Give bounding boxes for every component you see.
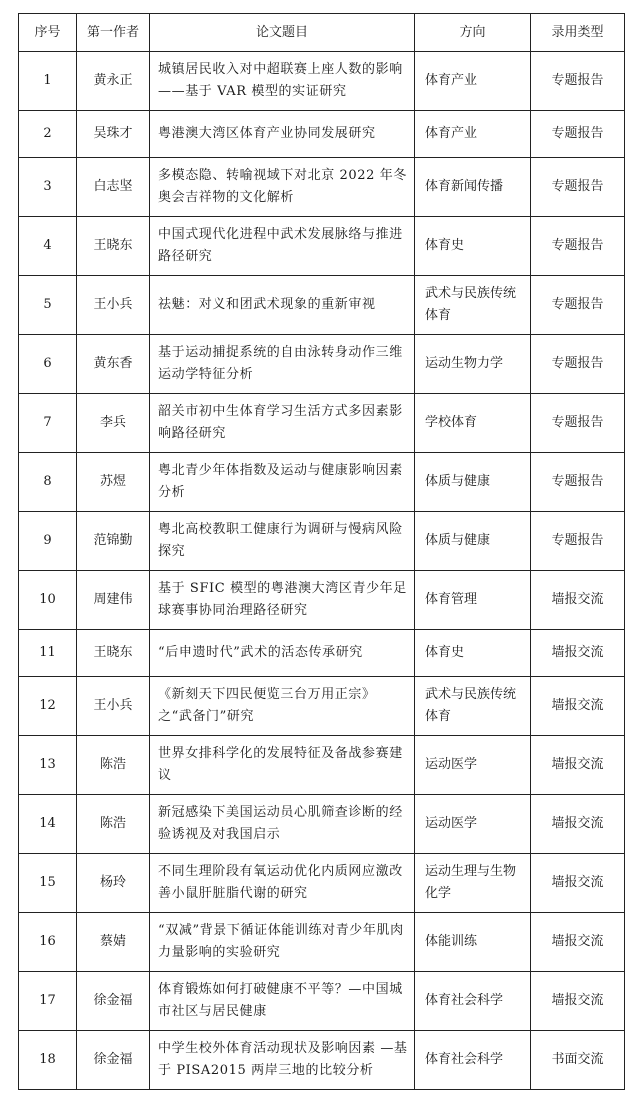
row-no: 4: [19, 217, 77, 276]
row-direction: 体质与健康: [415, 453, 531, 512]
row-direction: 学校体育: [415, 394, 531, 453]
row-no: 3: [19, 158, 77, 217]
table-row: [19, 217, 625, 276]
table-row: [19, 913, 625, 972]
row-type: 墙报交流: [531, 630, 625, 677]
row-direction: 体育产业: [415, 52, 531, 111]
row-title: 基于运动捕捉系统的自由泳转身动作三维运动学特征分析: [150, 335, 415, 394]
table-row: [19, 630, 625, 677]
row-no: 17: [19, 972, 77, 1031]
table-row: [19, 276, 625, 335]
row-type: 墙报交流: [531, 854, 625, 913]
row-type: 墙报交流: [531, 571, 625, 630]
row-author: 黄永正: [77, 52, 150, 111]
row-direction: 体育新闻传播: [415, 158, 531, 217]
row-no: 6: [19, 335, 77, 394]
row-type: 专题报告: [531, 217, 625, 276]
row-direction: 运动生物力学: [415, 335, 531, 394]
row-type: 专题报告: [531, 158, 625, 217]
row-title: “后申遗时代”武术的活态传承研究: [150, 630, 415, 677]
header-type: 录用类型: [531, 14, 625, 52]
row-author: 王晓东: [77, 217, 150, 276]
row-direction: 运动医学: [415, 795, 531, 854]
row-direction: 体育管理: [415, 571, 531, 630]
header-direction: 方向: [415, 14, 531, 52]
row-type: 专题报告: [531, 394, 625, 453]
table-row: [19, 512, 625, 571]
row-author: 陈浩: [77, 795, 150, 854]
row-author: 蔡婧: [77, 913, 150, 972]
table-row: [19, 111, 625, 158]
row-title: 粤港澳大湾区体育产业协同发展研究: [150, 111, 415, 158]
row-direction: 体能训练: [415, 913, 531, 972]
row-type: 墙报交流: [531, 677, 625, 736]
row-author: 白志坚: [77, 158, 150, 217]
row-no: 9: [19, 512, 77, 571]
table-row: [19, 52, 625, 111]
row-title: 体育锻炼如何打破健康不平等？—中国城市社区与居民健康: [150, 972, 415, 1031]
row-title: 中学生校外体育活动现状及影响因素 —基于 PISA2015 两岸三地的比较分析: [150, 1031, 415, 1090]
row-type: 墙报交流: [531, 736, 625, 795]
row-title: 世界女排科学化的发展特征及备战参赛建议: [150, 736, 415, 795]
row-no: 7: [19, 394, 77, 453]
row-type: 专题报告: [531, 276, 625, 335]
row-type: 专题报告: [531, 52, 625, 111]
row-title: 城镇居民收入对中超联赛上座人数的影响——基于 VAR 模型的实证研究: [150, 52, 415, 111]
table-row: [19, 1031, 625, 1090]
row-title: “双减”背景下循证体能训练对青少年肌肉力量影响的实验研究: [150, 913, 415, 972]
row-no: 5: [19, 276, 77, 335]
row-direction: 体育史: [415, 630, 531, 677]
row-no: 12: [19, 677, 77, 736]
row-direction: 运动医学: [415, 736, 531, 795]
row-type: 墙报交流: [531, 972, 625, 1031]
row-author: 苏煜: [77, 453, 150, 512]
row-no: 18: [19, 1031, 77, 1090]
row-title: 粤北高校教职工健康行为调研与慢病风险探究: [150, 512, 415, 571]
row-type: 专题报告: [531, 453, 625, 512]
row-title: 祛魅：对义和团武术现象的重新审视: [150, 276, 415, 335]
row-title: 粤北青少年体指数及运动与健康影响因素分析: [150, 453, 415, 512]
row-author: 王小兵: [77, 276, 150, 335]
row-type: 墙报交流: [531, 795, 625, 854]
row-author: 黄东香: [77, 335, 150, 394]
table-row: [19, 795, 625, 854]
row-title: 中国式现代化进程中武术发展脉络与推进路径研究: [150, 217, 415, 276]
row-author: 周建伟: [77, 571, 150, 630]
row-direction: 体育史: [415, 217, 531, 276]
row-type: 专题报告: [531, 512, 625, 571]
table-row: [19, 335, 625, 394]
row-author: 王晓东: [77, 630, 150, 677]
header-author: 第一作者: [77, 14, 150, 52]
table-row: [19, 158, 625, 217]
row-type: 书面交流: [531, 1031, 625, 1090]
table-row: [19, 453, 625, 512]
table-row: [19, 571, 625, 630]
row-author: 杨玲: [77, 854, 150, 913]
row-author: 徐金福: [77, 1031, 150, 1090]
row-no: 8: [19, 453, 77, 512]
row-no: 2: [19, 111, 77, 158]
row-author: 范锦勤: [77, 512, 150, 571]
row-no: 10: [19, 571, 77, 630]
row-direction: 体育社会科学: [415, 972, 531, 1031]
table-row: [19, 854, 625, 913]
row-no: 14: [19, 795, 77, 854]
row-title: 新冠感染下美国运动员心肌筛查诊断的经验诱视及对我国启示: [150, 795, 415, 854]
row-author: 吴珠才: [77, 111, 150, 158]
row-direction: 武术与民族传统体育: [415, 677, 531, 736]
row-title: 韶关市初中生体育学习生活方式多因素影响路径研究: [150, 394, 415, 453]
paper-acceptance-table: [18, 13, 625, 1090]
row-author: 徐金福: [77, 972, 150, 1031]
table-row: [19, 736, 625, 795]
row-title: 不同生理阶段有氧运动优化内质网应激改善小鼠肝脏脂代谢的研究: [150, 854, 415, 913]
table-header-row: [19, 14, 625, 52]
table-row: [19, 394, 625, 453]
row-direction: 运动生理与生物化学: [415, 854, 531, 913]
row-type: 专题报告: [531, 335, 625, 394]
row-no: 13: [19, 736, 77, 795]
row-title: 多模态隐、转喻视域下对北京 2022 年冬奥会吉祥物的文化解析: [150, 158, 415, 217]
row-title: 基于 SFIC 模型的粤港澳大湾区青少年足球赛事协同治理路径研究: [150, 571, 415, 630]
table-body: [19, 52, 625, 1090]
table-row: [19, 972, 625, 1031]
row-author: 李兵: [77, 394, 150, 453]
row-no: 15: [19, 854, 77, 913]
row-direction: 武术与民族传统体育: [415, 276, 531, 335]
table-row: [19, 677, 625, 736]
row-no: 16: [19, 913, 77, 972]
row-type: 专题报告: [531, 111, 625, 158]
row-title: 《新刻天下四民便览三台万用正宗》之“武备门”研究: [150, 677, 415, 736]
row-direction: 体质与健康: [415, 512, 531, 571]
row-author: 王小兵: [77, 677, 150, 736]
row-direction: 体育社会科学: [415, 1031, 531, 1090]
row-type: 墙报交流: [531, 913, 625, 972]
header-title: 论文题目: [150, 14, 415, 52]
row-author: 陈浩: [77, 736, 150, 795]
header-no: 序号: [19, 14, 77, 52]
row-direction: 体育产业: [415, 111, 531, 158]
row-no: 11: [19, 630, 77, 677]
row-no: 1: [19, 52, 77, 111]
